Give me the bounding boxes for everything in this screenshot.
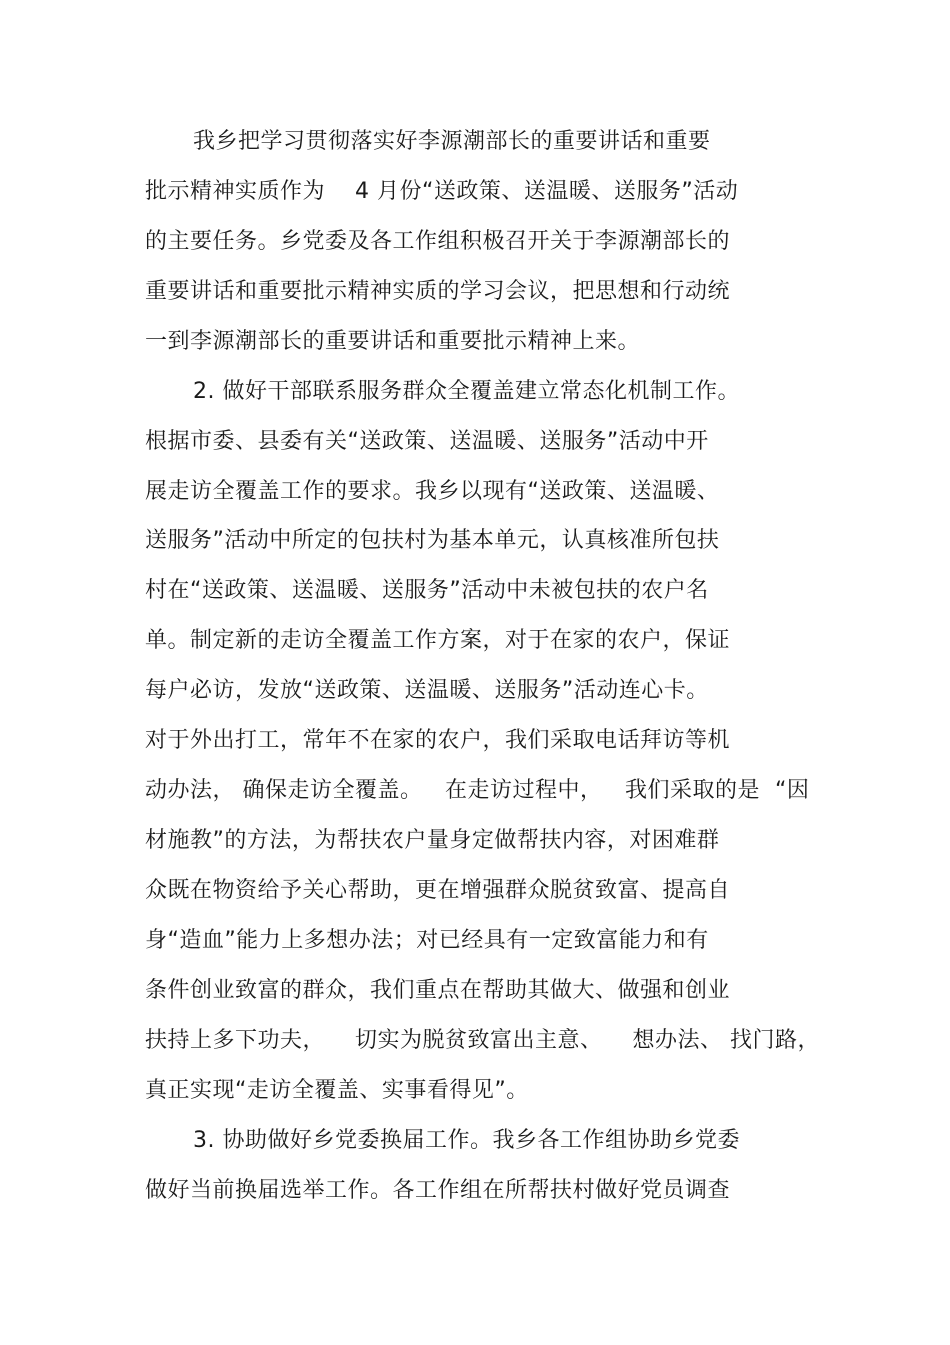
text-line-16: 众既在物资给予关心帮助，更在增强群众脱贫致富、提高自 (145, 878, 731, 903)
text-line-18: 条件创业致富的群众，我们重点在帮助其做大、做强和创业 (145, 978, 731, 1003)
text-line-1: 我乡把学习贯彻落实好李源潮部长的重要讲话和重要 (193, 129, 711, 154)
text-line-22: 做好当前换届选举工作。各工作组在所帮扶村做好党员调查 (145, 1178, 731, 1203)
text-line-12: 每户必访，发放“送政策、送温暖、送服务”活动连心卡。 (145, 678, 709, 703)
text-line-6: 2. 做好干部联系服务群众全覆盖建立常态化机制工作。 (193, 379, 740, 404)
text-line-20: 真正实现“走访全覆盖、实事看得见”。 (145, 1078, 529, 1103)
text-line-21: 3. 协助做好乡党委换届工作。我乡各工作组协助乡党委 (193, 1128, 740, 1153)
text-line-17: 身“造血”能力上多想办法；对已经具有一定致富能力和有 (145, 928, 709, 953)
text-line-14: 动办法， 确保走访全覆盖。 在走访过程中， 我们采取的是 “因 (145, 778, 810, 803)
text-line-4: 重要讲话和重要批示精神实质的学习会议，把思想和行动统 (145, 279, 731, 304)
text-line-3: 的主要任务。乡党委及各工作组积极召开关于李源潮部长的 (145, 229, 731, 254)
text-line-15: 材施教”的方法，为帮扶农户量身定做帮扶内容，对困难群 (145, 828, 720, 853)
text-line-11: 单。制定新的走访全覆盖工作方案，对于在家的农户，保证 (145, 628, 731, 653)
text-line-13: 对于外出打工，常年不在家的农户，我们采取电话拜访等机 (145, 728, 731, 753)
text-line-2: 批示精神实质作为 4 月份“送政策、送温暖、送服务”活动 (145, 179, 739, 204)
text-line-5: 一到李源潮部长的重要讲话和重要批示精神上来。 (145, 329, 641, 354)
text-line-9: 送服务”活动中所定的包扶村为基本单元，认真核准所包扶 (145, 528, 720, 553)
text-line-19: 扶持上多下功夫， 切实为脱贫致富出主意、 想办法、 找门路， (145, 1028, 820, 1053)
text-line-7: 根据市委、县委有关“送政策、送温暖、送服务”活动中开 (145, 429, 709, 454)
text-line-10: 村在“送政策、送温暖、送服务”活动中未被包扶的农户名 (145, 578, 709, 603)
text-line-8: 展走访全覆盖工作的要求。我乡以现有“送政策、送温暖、 (145, 479, 720, 504)
